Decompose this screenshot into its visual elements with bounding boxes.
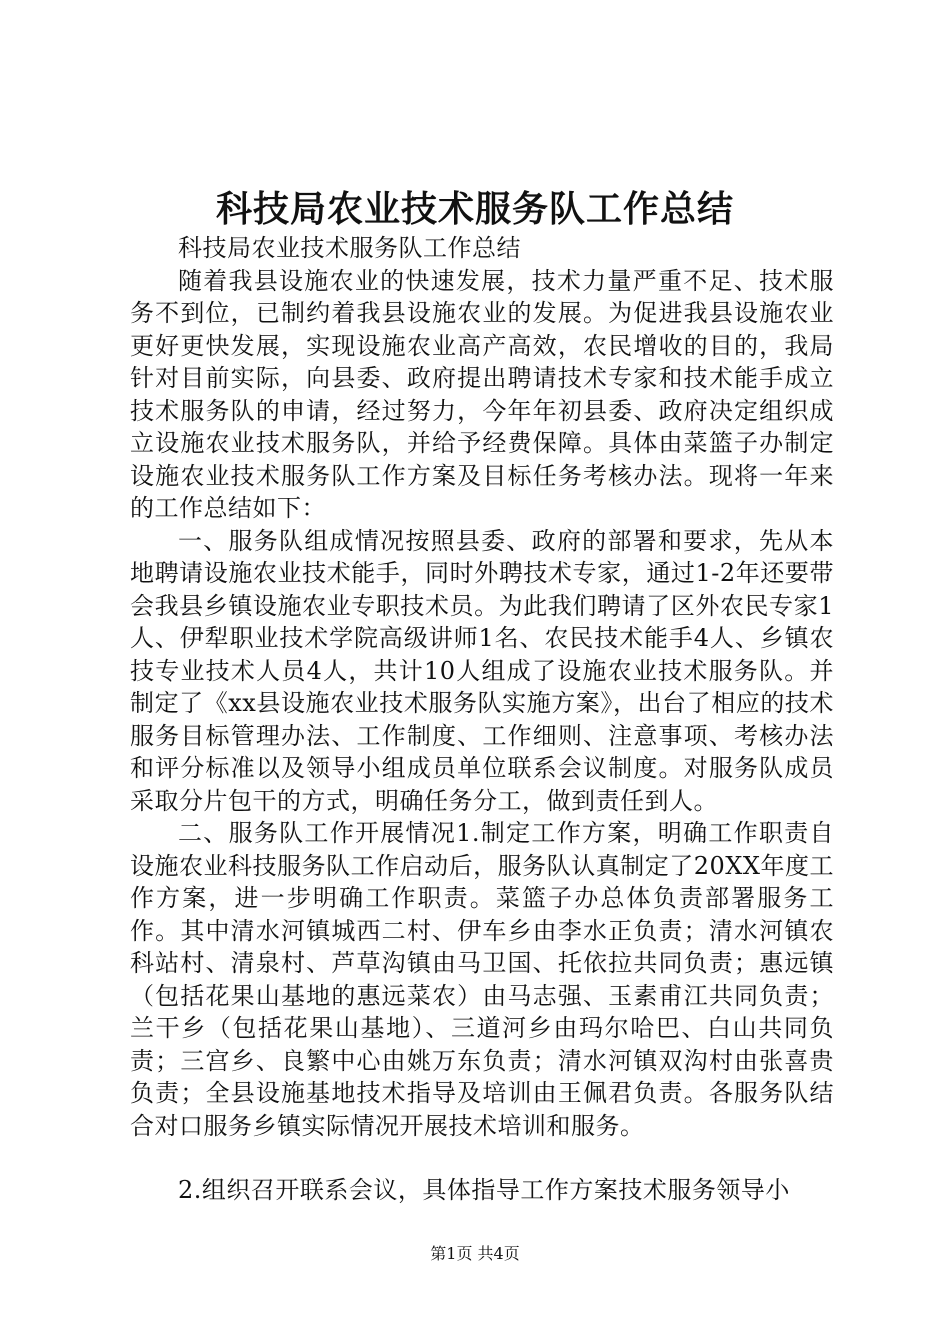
section-two-paragraph: 二、服务队工作开展情况1.制定工作方案，明确工作职责自设施农业科技服务队工作启动后，服务队认真制定了20XX年度工作方案，进一步明确工作职责。菜篮子办总体负责部署服务工作。其中清水河镇城西二村、伊车乡由李水正负责；清水河镇农科站村、清泉村、芦草沟镇由马卫国、托依拉共同负责；惠远镇（包括花果山基地的惠远菜农）由马志强、玉素甫江共同负责；兰干乡（包括花果山基地）、三道河乡由玛尔哈巴、白山共同负责；三宫乡、良繁中心由姚万东负责；清水河镇双沟村由张喜贵负责；全县设施基地技术指导及培训由王佩君负责。各服务队结合对口服务乡镇实际情况开展技术培训和服务。 bbox=[130, 819, 834, 1140]
page-title: 科技局农业技术服务队工作总结 bbox=[215, 189, 734, 230]
subtitle-paragraph: 科技局农业技术服务队工作总结 bbox=[178, 234, 521, 262]
section-one-paragraph: 一、服务队组成情况按照县委、政府的部署和要求，先从本地聘请设施农业技术能手，同时外聘技术专家，通过1-2年还要带会我县乡镇设施农业专职技术员。为此我们聘请了区外农民专家1人、伊犁职业技术学院高级讲师1名、农民技术能手4人、乡镇农技专业技术人员4人，共计10人组成了设施农业技术服务队。并制定了《xx县设施农业技术服务队实施方案》，出台了相应的技术服务目标管理办法、工作制度、工作细则、注意事项、考核办法和评分标准以及领导小组成员单位联系会议制度。对服务队成员采取分片包干的方式，明确任务分工，做到责任到人。 bbox=[130, 526, 834, 815]
page-footer: 第1页 共4页 bbox=[430, 1244, 520, 1263]
document-body bbox=[130, 232, 834, 1207]
section-two-item-two-paragraph: 2.组织召开联系会议，具体指导工作方案技术服务领导小 bbox=[178, 1176, 790, 1204]
intro-paragraph: 随着我县设施农业的快速发展，技术力量严重不足、技术服务不到位，已制约着我县设施农业的发展。为促进我县设施农业更好更快发展，实现设施农业高产高效，农民增收的目的，我局针对目前实际，向县委、政府提出聘请技术专家和技术能手成立技术服务队的申请，经过努力，今年年初县委、政府决定组织成立设施农业技术服务队，并给予经费保障。具体由菜篮子办制定设施农业技术服务队工作方案及目标任务考核办法。现将一年来的工作总结如下： bbox=[130, 266, 834, 522]
